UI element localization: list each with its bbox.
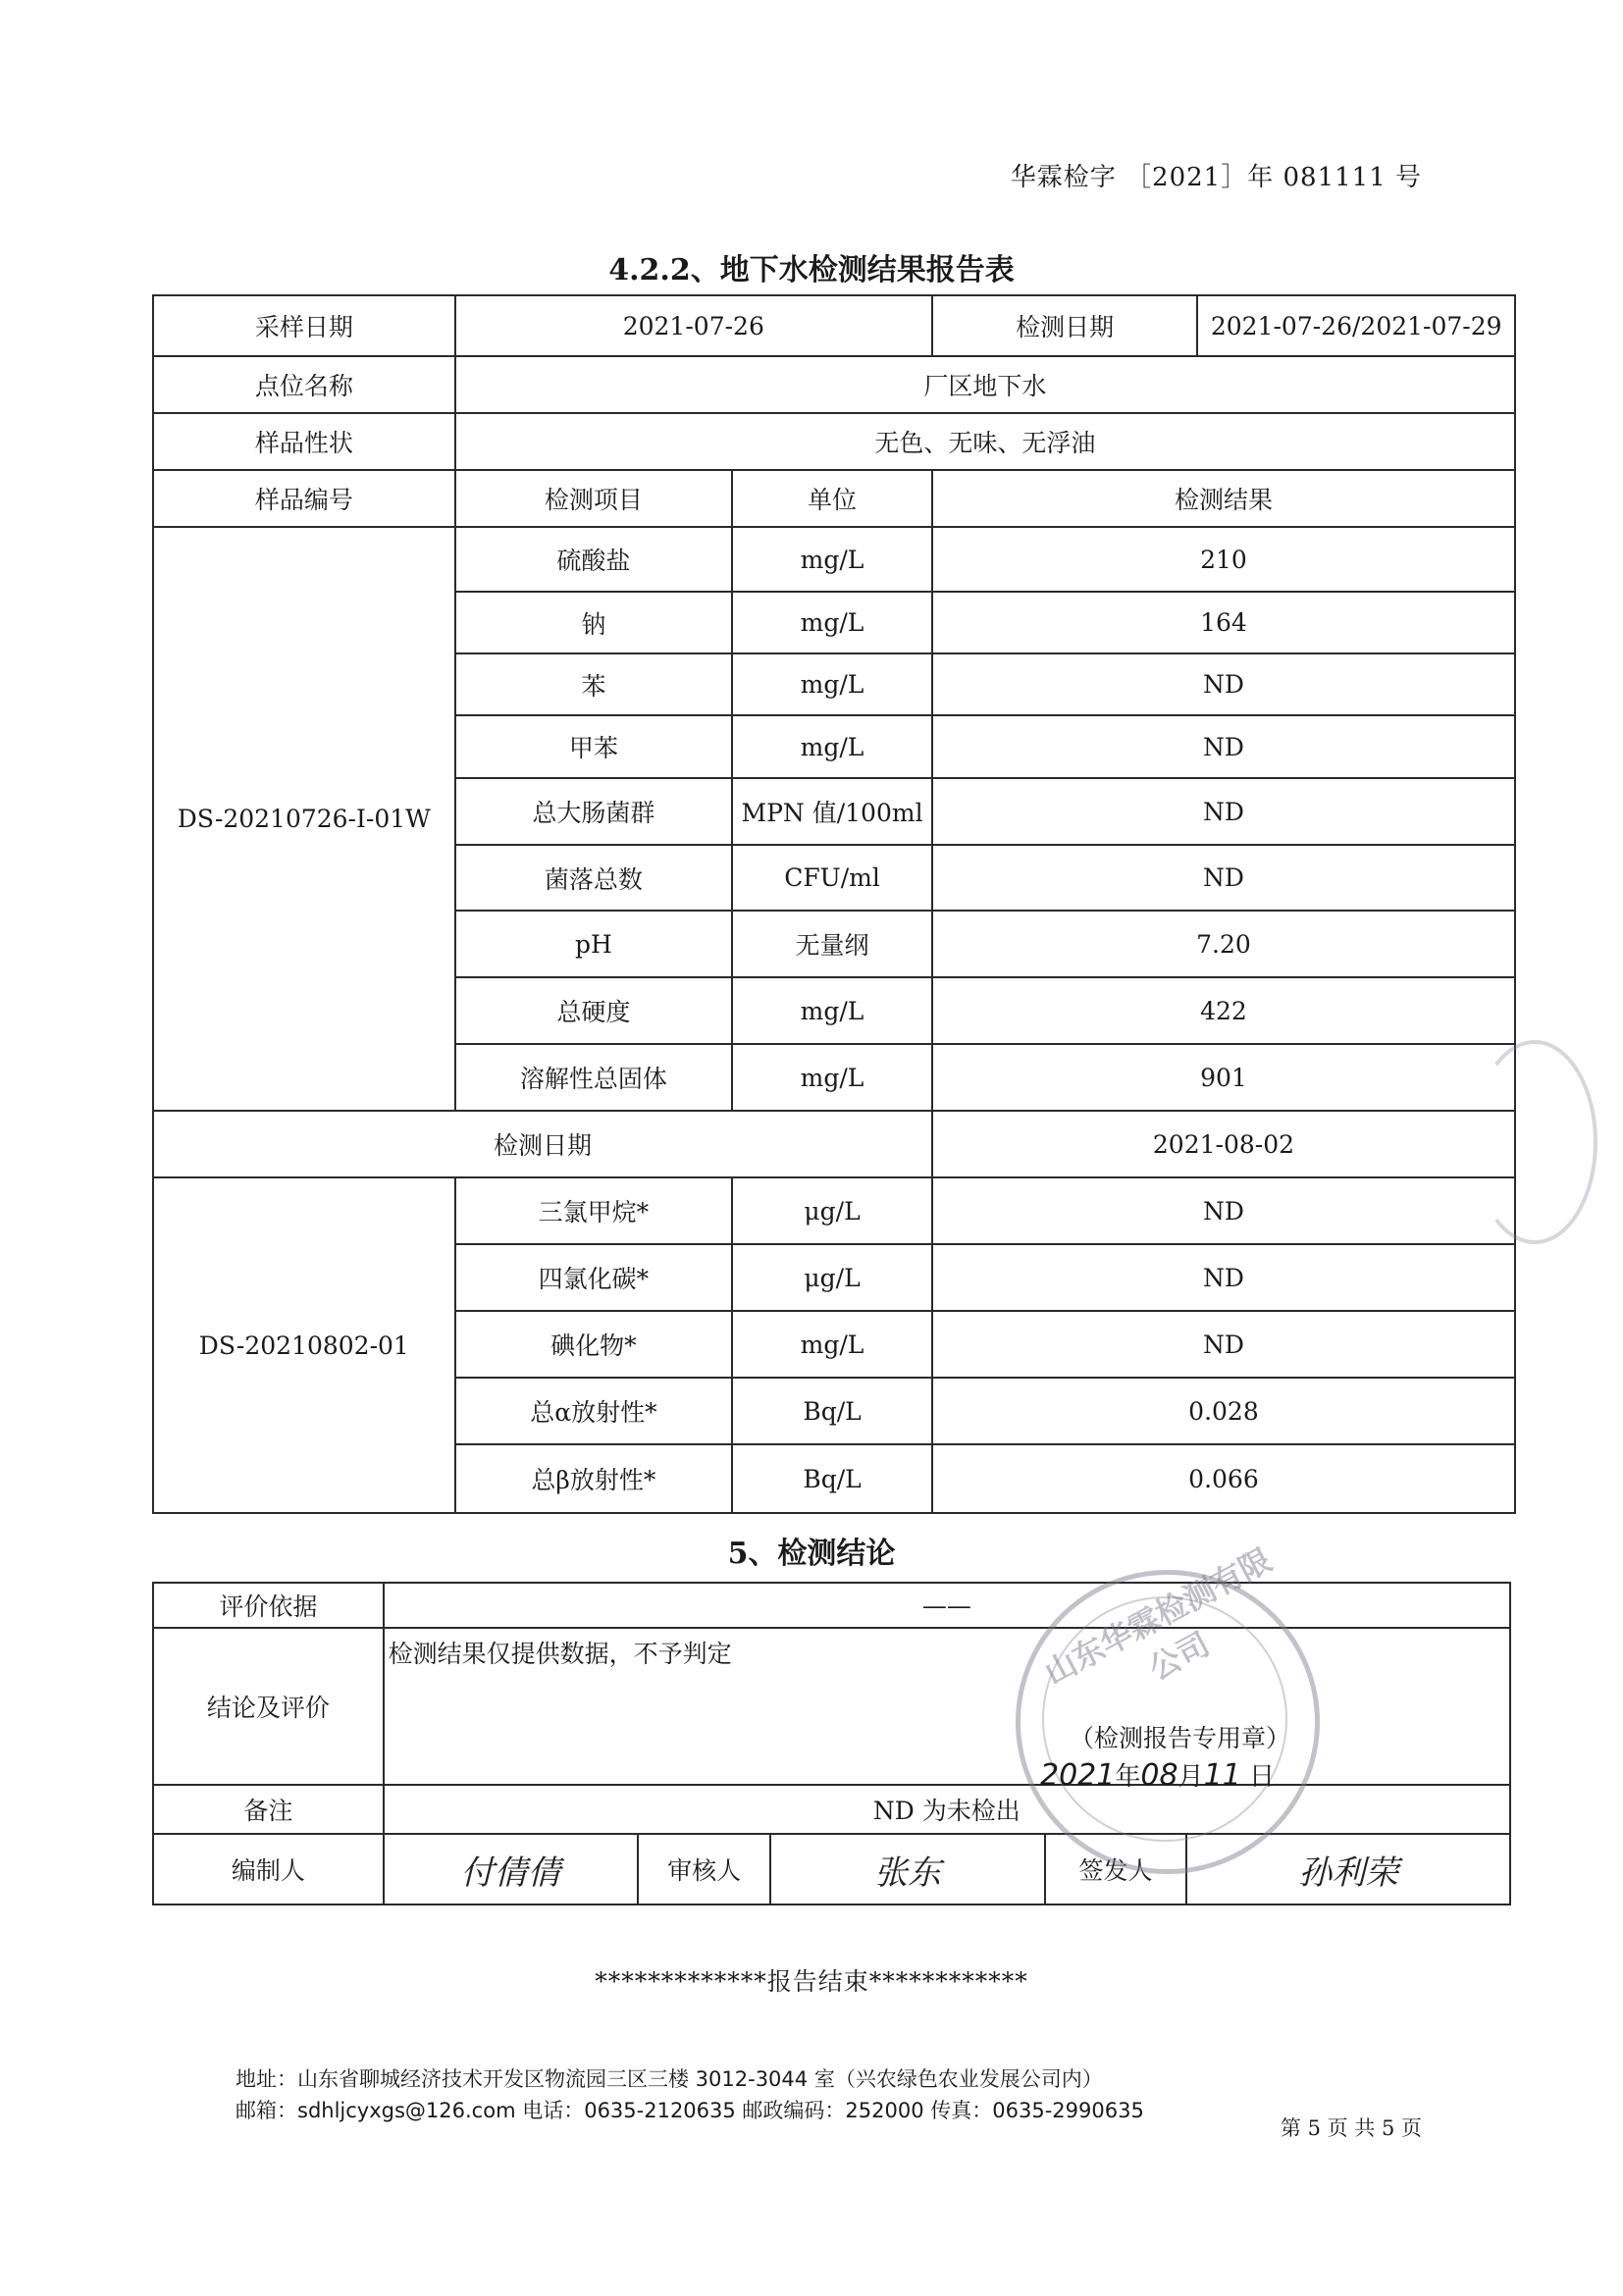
col-header-item: 检测项目 xyxy=(455,470,732,527)
site-name-label: 点位名称 xyxy=(153,356,455,413)
compiler-signature: 付倩倩 xyxy=(384,1834,639,1905)
seam-stamp-arc xyxy=(1472,1040,1597,1244)
result-cell: ND xyxy=(932,1244,1515,1311)
report-end-line: *************报告结束************ xyxy=(595,1967,1028,1996)
unit-cell: mg/L xyxy=(732,977,932,1044)
stamp-date-day: 11 xyxy=(1203,1758,1241,1793)
unit-cell: mg/L xyxy=(732,1311,932,1378)
item-cell: 总α放射性* xyxy=(455,1378,732,1444)
col-header-sample-no: 样品编号 xyxy=(153,470,455,527)
site-name-value: 厂区地下水 xyxy=(455,356,1515,413)
result-cell: 901 xyxy=(932,1044,1515,1111)
unit-cell: μg/L xyxy=(732,1244,932,1311)
stamp-date: 2021年08月11 日 xyxy=(1040,1758,1276,1793)
result-cell: ND xyxy=(932,653,1515,715)
unit-cell: mg/L xyxy=(732,653,932,715)
test-date-label: 检测日期 xyxy=(932,295,1197,356)
item-cell: 总硬度 xyxy=(455,977,732,1044)
item-cell: 苯 xyxy=(455,653,732,715)
test-date-value: 2021-07-26/2021-07-29 xyxy=(1197,295,1515,356)
item-cell: 碘化物* xyxy=(455,1311,732,1378)
result-cell: ND xyxy=(932,845,1515,911)
col-header-unit: 单位 xyxy=(732,470,932,527)
col-header-result: 检测结果 xyxy=(932,470,1515,527)
reviewer-label: 审核人 xyxy=(638,1834,770,1905)
item-cell: 溶解性总固体 xyxy=(455,1044,732,1111)
result-cell: ND xyxy=(932,1311,1515,1378)
conclusion-text: 检测结果仅提供数据，不予判定 xyxy=(384,1628,1510,1785)
unit-cell: μg/L xyxy=(732,1177,932,1244)
footer-contact: 邮箱：sdhljcyxgs@126.com 电话：0635-2120635 邮政编码：252000 传真：0635-2990635 xyxy=(236,2099,1144,2122)
issuer-label: 签发人 xyxy=(1045,1834,1187,1905)
remark-value: ND 为未检出 xyxy=(384,1785,1510,1834)
stamp-label: （检测报告专用章） xyxy=(1070,1724,1291,1752)
result-cell: ND xyxy=(932,778,1515,845)
stamp-date-month: 08 xyxy=(1140,1758,1178,1793)
unit-cell: CFU/ml xyxy=(732,845,932,911)
remark-label: 备注 xyxy=(153,1785,384,1834)
table-row xyxy=(153,1177,1515,1244)
company-seal-text: 山东华霖检测有限公司 xyxy=(1038,1540,1279,1693)
item-cell: 总β放射性* xyxy=(455,1444,732,1513)
section-title-groundwater: 4.2.2、地下水检测结果报告表 xyxy=(608,253,1015,287)
page-number: 第 5 页 共 5 页 xyxy=(1280,2116,1422,2140)
sample1-number: DS-20210726-I-01W xyxy=(153,527,455,1111)
unit-cell: mg/L xyxy=(732,527,932,592)
item-cell: 四氯化碳* xyxy=(455,1244,732,1311)
item-cell: 甲苯 xyxy=(455,715,732,778)
section-title-conclusion: 5、检测结论 xyxy=(727,1537,896,1571)
unit-cell: Bq/L xyxy=(732,1378,932,1444)
result-cell: 210 xyxy=(932,527,1515,592)
item-cell: 钠 xyxy=(455,592,732,653)
sample-character-value: 无色、无味、无浮油 xyxy=(455,413,1515,470)
table-row xyxy=(153,527,1515,592)
unit-cell: mg/L xyxy=(732,715,932,778)
unit-cell: 无量纲 xyxy=(732,911,932,977)
test-date2-label: 检测日期 xyxy=(153,1111,932,1177)
compiler-label: 编制人 xyxy=(153,1834,384,1905)
issuer-signature: 孙利荣 xyxy=(1186,1834,1510,1905)
item-cell: 三氯甲烷* xyxy=(455,1177,732,1244)
item-cell: 硫酸盐 xyxy=(455,527,732,592)
conclusion-label: 结论及评价 xyxy=(153,1628,384,1785)
result-cell: 164 xyxy=(932,592,1515,653)
report-number: 华霖检字 ［2021］年 081111 号 xyxy=(1010,163,1422,192)
sample-character-label: 样品性状 xyxy=(153,413,455,470)
item-cell: pH xyxy=(455,911,732,977)
result-cell: ND xyxy=(932,715,1515,778)
unit-cell: mg/L xyxy=(732,592,932,653)
result-cell: 0.028 xyxy=(932,1378,1515,1444)
item-cell: 总大肠菌群 xyxy=(455,778,732,845)
unit-cell: Bq/L xyxy=(732,1444,932,1513)
sampling-date-value: 2021-07-26 xyxy=(455,295,932,356)
sample2-number: DS-20210802-01 xyxy=(153,1177,455,1513)
reviewer-signature: 张东 xyxy=(770,1834,1045,1905)
unit-cell: MPN 值/100ml xyxy=(732,778,932,845)
result-cell: ND xyxy=(932,1177,1515,1244)
unit-cell: mg/L xyxy=(732,1044,932,1111)
result-cell: 7.20 xyxy=(932,911,1515,977)
test-date2-value: 2021-08-02 xyxy=(932,1111,1515,1177)
basis-label: 评价依据 xyxy=(153,1583,384,1628)
sampling-date-label: 采样日期 xyxy=(153,295,455,356)
item-cell: 菌落总数 xyxy=(455,845,732,911)
basis-value: —— xyxy=(384,1583,1510,1628)
groundwater-results-table xyxy=(152,294,1516,1514)
stamp-date-year: 2021 xyxy=(1040,1758,1116,1793)
result-cell: 422 xyxy=(932,977,1515,1044)
footer-address: 地址：山东省聊城经济技术开发区物流园三区三楼 3012-3044 室（兴农绿色农业发展公司内） xyxy=(236,2067,1103,2091)
result-cell: 0.066 xyxy=(932,1444,1515,1513)
